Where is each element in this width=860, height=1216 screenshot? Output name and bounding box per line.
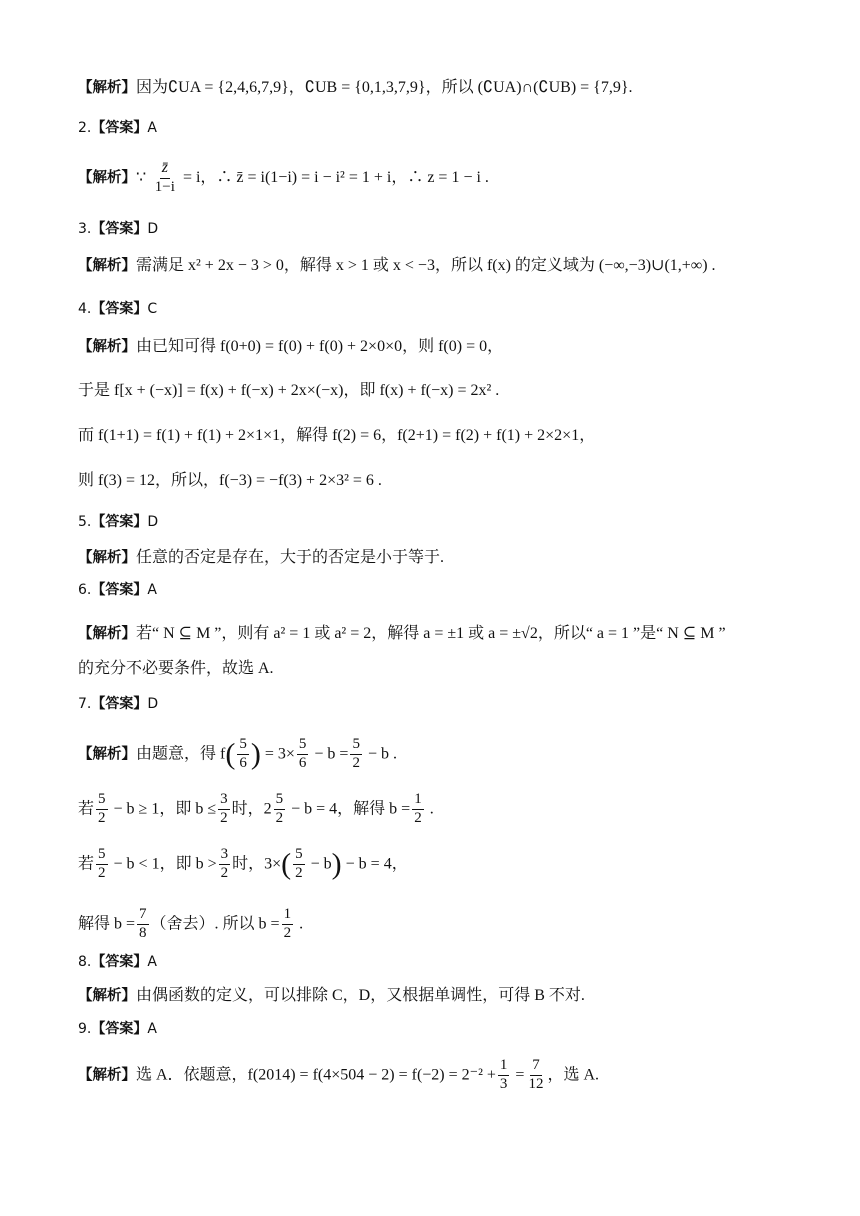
fraction-numerator: 7 [530,1058,542,1076]
analysis-7-line3 [78,847,408,882]
analysis-3 [78,258,716,274]
answer-letter: C [147,301,158,317]
answer-2 [78,121,157,135]
question-number: 6. [78,582,92,598]
analysis-text: − b ≥ 1，即 b ≤ [109,800,217,818]
left-paren: ( [225,737,236,771]
fraction-denominator: 2 [98,809,106,826]
answer-letter: A [147,120,157,136]
analysis-tag: 【解析】 [78,80,136,96]
answer-3 [78,222,158,236]
analysis-text: 任意的否定是存在，大于的否定是小于等于. [136,549,445,566]
fraction-numerator: 5 [297,737,309,755]
answer-tag: 【答案】 [91,696,148,712]
fraction-numerator: 5 [96,847,108,865]
fraction [274,792,286,827]
analysis-text: . [295,915,304,933]
answer-tag: 【答案】 [91,582,148,598]
fraction [218,792,230,827]
question-number: 8. [78,954,92,970]
fraction [526,1058,545,1093]
analysis-1 [78,80,633,96]
analysis-4-line3: 而 f(1+1) = f(1) + f(1) + 2×1×1，解得 f(2) = 6，f(2+1) = f(2) + f(1) + 2×2×1， [78,427,596,444]
fraction [219,847,231,882]
fraction-numerator: 7 [137,907,149,925]
fraction [96,847,108,882]
fraction-denominator: 2 [220,864,229,881]
fraction [96,792,108,827]
analysis-text: 由偶函数的定义，可以排除 C，D，又根据单调性，可得 B 不对. [136,987,585,1004]
analysis-text: − b = [310,745,349,763]
analysis-text: 时，2 [231,800,272,818]
answer-9 [78,1022,157,1036]
fraction-numerator: 5 [293,847,305,865]
left-paren: ( [281,847,292,881]
analysis-tag: 【解析】 [78,1067,136,1084]
analysis-text: （舍去）. 所以 b = [150,915,280,933]
analysis-text: . [425,800,434,818]
fraction-denominator: 2 [220,809,228,826]
analysis-text: = 3× [260,745,295,763]
analysis-text: − b . [363,745,397,763]
answer-letter: A [147,954,157,970]
fraction-denominator: 2 [283,924,292,941]
analysis-7-line1 [78,737,397,772]
fraction-numerator: 3 [218,792,230,810]
fraction-denominator: 2 [295,864,303,881]
analysis-text: 解得 b = [78,915,136,933]
fraction [412,792,424,827]
fraction-numerator: 1 [498,1058,510,1076]
fraction-denominator: 2 [352,754,360,771]
analysis-text: = [511,1066,525,1084]
analysis-tag: 【解析】 [78,258,136,274]
answer-letter: D [147,696,159,712]
analysis-tag: 【解析】 [78,988,136,1004]
fraction [293,847,305,882]
fraction [297,737,309,772]
question-number: 9. [78,1021,92,1037]
fraction-numerator: z̄ [160,160,170,179]
answer-letter: A [147,1021,157,1037]
analysis-4-line4: 则 f(3) = 12，所以，f(−3) = −f(3) + 2×3² = 6 . [78,472,382,489]
answer-tag: 【答案】 [91,1021,148,1037]
fraction-denominator: 8 [139,924,147,941]
fraction [282,907,294,942]
fraction-denominator: 2 [98,864,106,881]
analysis-text: 若 [78,800,95,818]
analysis-text: − b [306,855,332,873]
fraction-denominator: 6 [298,754,307,771]
question-number: 4. [78,301,92,317]
analysis-tag: 【解析】 [78,169,136,186]
analysis-text: ∵ [136,168,147,186]
analysis-2 [78,160,489,196]
answer-8 [78,955,157,969]
question-number: 5. [78,514,92,530]
fraction-numerator: 5 [274,792,286,810]
analysis-tag: 【解析】 [78,339,136,355]
fraction-denominator: 2 [414,809,422,826]
fraction-numerator: 1 [282,907,294,925]
analysis-tag: 【解析】 [78,626,136,642]
question-number: 7. [78,696,92,712]
answer-tag: 【答案】 [91,514,148,530]
analysis-text: − b = 4， [341,855,408,873]
right-paren: ) [331,847,342,881]
fraction-denominator: 6 [239,754,247,771]
fraction [237,737,249,772]
analysis-text: 时，3× [232,855,282,873]
analysis-tag: 【解析】 [78,550,136,566]
analysis-6-line2: 的充分不必要条件，故选 A. [78,660,274,677]
fraction-numerator: 5 [96,792,108,810]
analysis-text: 由已知可得 f(0+0) = f(0) + f(0) + 2×0×0，则 f(0) = 0， [136,338,504,355]
fraction-numerator: 1 [412,792,424,810]
answer-letter: D [147,514,159,530]
fraction-denominator: 2 [275,809,284,826]
analysis-4-line1 [78,339,503,355]
answer-7 [78,697,158,711]
analysis-text: ，选 A. [547,1066,600,1084]
fraction [137,907,149,942]
analysis-text: 若“ N ⊆ M ”，则有 a² = 1 或 a² = 2，解得 a = ±1 或 a = ±√2，所以“ a = 1 ”是“ N ⊆ M ” [136,625,726,642]
analysis-text: − b = 4，解得 b = [287,800,411,818]
fraction-denominator: 1−i [154,178,175,195]
answer-6 [78,583,157,597]
question-number: 3. [78,221,92,237]
fraction [350,737,362,772]
analysis-8 [78,988,585,1004]
analysis-text: = i，∴ z̄ = i(1−i) = i − i² = 1 + i，∴ z = 1 − i . [178,168,489,186]
answer-tag: 【答案】 [91,120,148,136]
answer-tag: 【答案】 [91,301,148,317]
fraction-denominator: 12 [528,1075,544,1092]
answer-tag: 【答案】 [91,954,148,970]
analysis-text: 选 A．依题意，f(2014) = f(4×504 − 2) = f(−2) = 2⁻² + [136,1066,496,1084]
analysis-7-line2 [78,792,434,827]
answer-5 [78,515,158,529]
analysis-7-line4 [78,907,303,942]
answer-letter: D [147,221,159,237]
analysis-6-line1 [78,626,726,642]
answer-letter: A [147,582,157,598]
analysis-text: 由题意，得 f [136,745,226,763]
fraction-numerator: 3 [219,847,231,865]
fraction-numerator: 5 [350,737,362,755]
fraction [498,1058,510,1093]
analysis-text: 需满足 x² + 2x − 3 > 0，解得 x > 1 或 x < −3，所以 f(x) 的定义域为 (−∞,−3)∪(1,+∞) . [136,257,716,274]
analysis-4-line2: 于是 f[x + (−x)] = f(x) + f(−x) + 2x×(−x)，即 f(x) + f(−x) = 2x² . [78,382,500,399]
right-paren: ) [250,737,261,771]
analysis-9 [78,1058,599,1093]
question-number: 2. [78,120,92,136]
analysis-text: 若 [78,855,95,873]
answer-tag: 【答案】 [91,221,148,237]
analysis-text: 因为∁UA = {2,4,6,7,9}，∁UB = {0,1,3,7,9}，所以 (∁UA)∩(∁UB) = {7,9}. [136,79,633,96]
answer-4 [78,302,157,316]
analysis-text: − b < 1，即 b > [109,855,217,873]
fraction-numerator: 5 [237,737,249,755]
fraction [153,160,177,196]
fraction-denominator: 3 [499,1075,508,1092]
analysis-5 [78,550,444,566]
analysis-tag: 【解析】 [78,746,136,763]
